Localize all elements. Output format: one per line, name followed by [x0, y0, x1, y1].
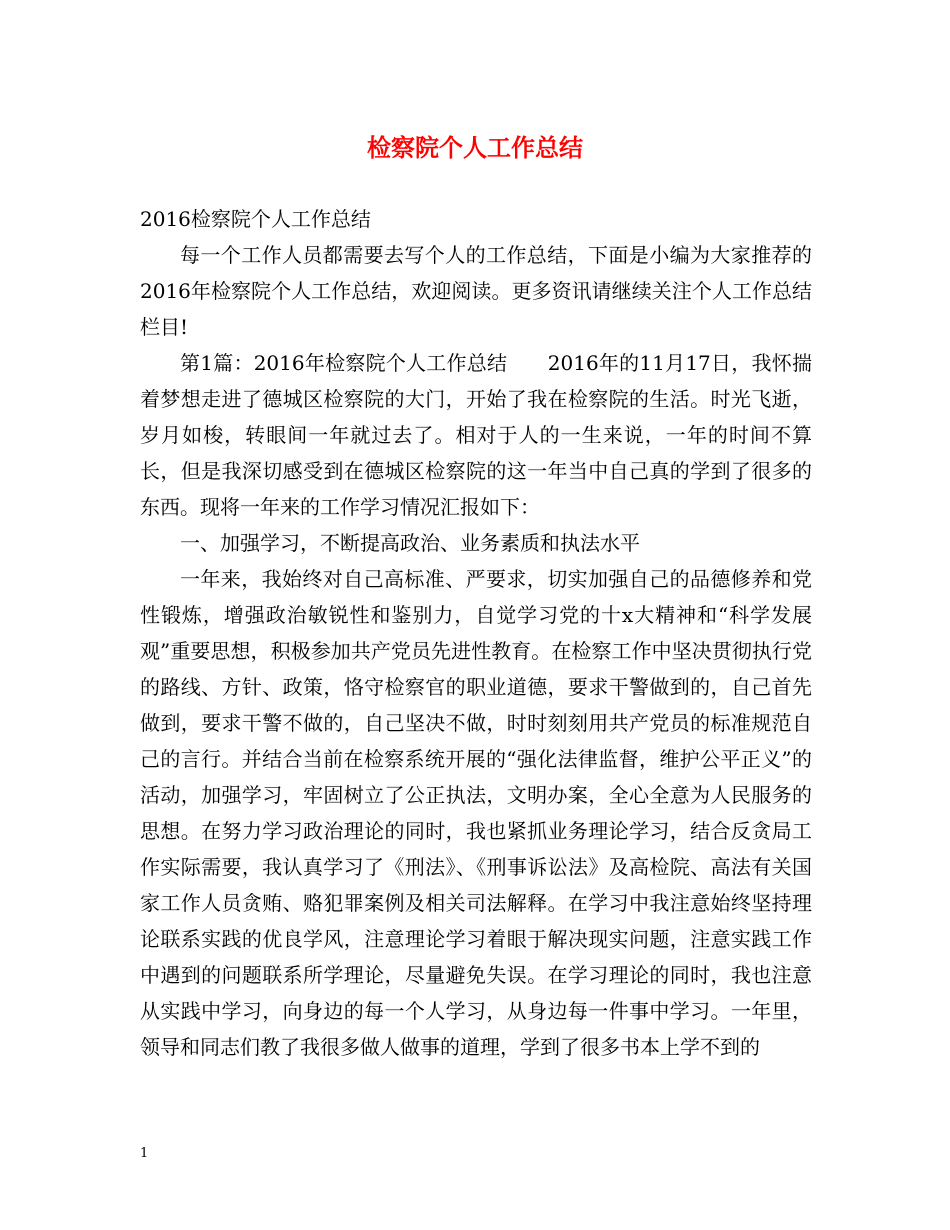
document-title: 检察院个人工作总结 [367, 133, 583, 162]
section-heading-study: 一、加强学习，不断提高政治、业务素质和执法水平 [180, 531, 640, 555]
page-number: 1 [140, 1146, 149, 1161]
document-body [140, 201, 812, 1065]
document-subtitle: 2016检察院个人工作总结 [140, 207, 371, 231]
paragraph-intro: 每一个工作人员都需要去写个人的工作总结，下面是小编为大家推荐的2016年检察院个人工作总结，欢迎阅读。更多资讯请继续关注个人工作总结栏目! [140, 243, 812, 339]
paragraph-study-details: 一年来，我始终对自己高标准、严要求，切实加强自己的品德修养和党性锻炼，增强政治敏锐性和鉴别力，自觉学习党的十x大精神和“科学发展观”重要思想，积极参加共产党员先进性教育。在检察工作中坚决贯彻执行党的路线、方针、政策，恪守检察官的职业道德，要求干警做到的，自己首先做到，要求干警不做的，自己坚决不做，时时刻刻用共产党员的标准规范自己的言行。并结合当前在检察系统开展的“强化法律监督，维护公平正义”的活动，加强学习，牢固树立了公正执法，文明办案，全心全意为人民服务的思想。在努力学习政治理论的同时，我也紧抓业务理论学习，结合反贪局工作实际需要，我认真学习了《刑法》、《刑事诉讼法》及高检院、高法有关国家工作人员贪贿、赂犯罪案例及相关司法解释。在学习中我注意始终坚持理论联系实践的优良学风，注意理论学习着眼于解决现实问题，注意实践工作中遇到的问题联系所学理论，尽量避免失误。在学习理论的同时，我也注意从实践中学习，向身边的每一个人学习，从身边每一件事中学习。一年里，领导和同志们教了我很多做人做事的道理，学到了很多书本上学不到的 [140, 567, 812, 1059]
paragraph-part-one-opening: 第1篇：2016年检察院个人工作总结 2016年的11月17日，我怀揣着梦想走进了德城区检察院的大门，开始了我在检察院的生活。时光飞逝，岁月如梭，转眼间一年就过去了。相对于人的一生来说，一年的时间不算长，但是我深切感受到在德城区检察院的这一年当中自己真的学到了很多的东西。现将一年来的工作学习情况汇报如下： [140, 351, 812, 519]
